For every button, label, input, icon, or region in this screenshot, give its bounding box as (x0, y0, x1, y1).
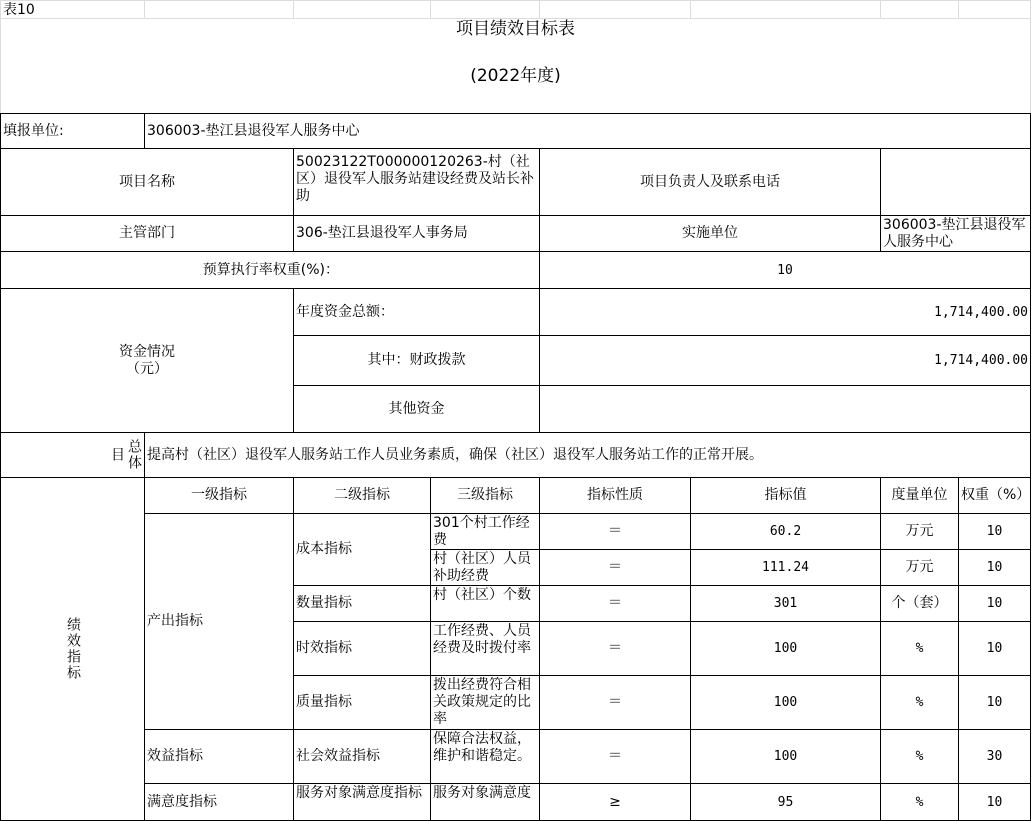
funds-total-label: 年度资金总额： (293, 288, 540, 336)
nature-cell: ＝ (539, 675, 691, 730)
weight-cell: 10 (958, 783, 1031, 821)
level2-cell: 质量指标 (293, 675, 431, 730)
weight-cell: 10 (958, 675, 1031, 730)
nature-cell: ＝ (539, 549, 691, 586)
level3-cell: 服务对象满意度 (430, 783, 540, 821)
unit-cell: % (880, 675, 959, 730)
header-level1: 一级指标 (144, 477, 294, 514)
unit-cell: 万元 (880, 549, 959, 586)
weight-cell: 30 (958, 729, 1031, 784)
year-label: (2022年度) (0, 40, 1031, 114)
funds-label: 资金情况 （元） (0, 288, 294, 433)
weight-cell: 10 (958, 513, 1031, 550)
unit-cell: % (880, 783, 959, 821)
budget-weight-value: 10 (539, 251, 1031, 289)
grid-cell (144, 0, 294, 19)
grid-cell (430, 0, 540, 19)
weight-cell: 10 (958, 621, 1031, 676)
funds-total-value: 1,714,400.00 (539, 288, 1031, 336)
level3-cell: 村（社区）个数 (430, 585, 540, 622)
department-value: 306-垫江县退役军人事务局 (293, 215, 540, 252)
implementer-value: 306003-垫江县退役军人服务中心 (880, 215, 1031, 252)
sheet-label: 表10 (0, 0, 145, 19)
reporting-unit-label: 填报单位: (0, 113, 145, 149)
value-cell: 95 (690, 783, 881, 821)
grid-cell (958, 0, 1031, 19)
level3-cell: 工作经费、人员经费及时拨付率 (430, 621, 540, 676)
weight-cell: 10 (958, 549, 1031, 586)
reporting-unit-value: 306003-垫江县退役军人服务中心 (144, 113, 1031, 149)
grid-cell (293, 0, 431, 19)
value-cell: 100 (690, 621, 881, 676)
grid-cell (539, 0, 691, 19)
funds-other-label: 其他资金 (293, 385, 540, 433)
funds-fiscal-value: 1,714,400.00 (539, 335, 1031, 386)
level2-cell: 时效指标 (293, 621, 431, 676)
grid-cell (880, 0, 959, 19)
level3-cell: 村（社区）人员补助经费 (430, 549, 540, 586)
value-cell: 111.24 (690, 549, 881, 586)
value-cell: 301 (690, 585, 881, 622)
contact-label: 项目负责人及联系电话 (539, 148, 881, 216)
header-level3: 三级指标 (430, 477, 540, 514)
value-cell: 100 (690, 675, 881, 730)
header-value: 指标值 (690, 477, 881, 514)
level2-cell: 服务对象满意度指标 (293, 783, 431, 821)
level3-cell: 保障合法权益，维护和谐稳定。 (430, 729, 540, 784)
contact-value (880, 148, 1031, 216)
nature-cell: ＝ (539, 621, 691, 676)
funds-other-value (539, 385, 1031, 433)
unit-cell: 个（套） (880, 585, 959, 622)
nature-cell: ＝ (539, 513, 691, 550)
page-title: 项目绩效目标表 (0, 18, 1031, 40)
unit-cell: 万元 (880, 513, 959, 550)
implementer-label: 实施单位 (539, 215, 881, 252)
value-cell: 60.2 (690, 513, 881, 550)
header-weight: 权重（%） (958, 477, 1031, 514)
unit-cell: % (880, 729, 959, 784)
budget-weight-label: 预算执行率权重(%)： (0, 251, 540, 289)
grid-cell (690, 0, 881, 19)
nature-cell: ≥ (539, 783, 691, 821)
header-nature: 指标性质 (539, 477, 691, 514)
level2-cell: 数量指标 (293, 585, 431, 622)
level1-cell: 满意度指标 (144, 783, 294, 821)
project-name-value: 50023122T000000120263-村（社区）退役军人服务站建设经费及站长补助 (293, 148, 540, 216)
project-name-label: 项目名称 (0, 148, 294, 216)
level1-cell: 效益指标 (144, 729, 294, 784)
output-indicator-label: 产出指标 (144, 513, 294, 730)
value-cell: 100 (690, 729, 881, 784)
indicators-section-label: 绩效指标 (0, 477, 145, 821)
overall-goal-label: 总体目 (0, 432, 145, 478)
level3-cell: 拨出经费符合相关政策规定的比率 (430, 675, 540, 730)
unit-cell: % (880, 621, 959, 676)
level3-cell: 301个村工作经费 (430, 513, 540, 550)
overall-goal-value: 提高村（社区）退役军人服务站工作人员业务素质，确保（社区）退役军人服务站工作的正常开展。 (144, 432, 1031, 478)
department-label: 主管部门 (0, 215, 294, 252)
level2-cell: 成本指标 (293, 513, 431, 586)
nature-cell: ＝ (539, 585, 691, 622)
header-level2: 二级指标 (293, 477, 431, 514)
level2-cell: 社会效益指标 (293, 729, 431, 784)
weight-cell: 10 (958, 585, 1031, 622)
funds-fiscal-label: 其中：财政拨款 (293, 335, 540, 386)
nature-cell: ＝ (539, 729, 691, 784)
header-unit: 度量单位 (880, 477, 959, 514)
